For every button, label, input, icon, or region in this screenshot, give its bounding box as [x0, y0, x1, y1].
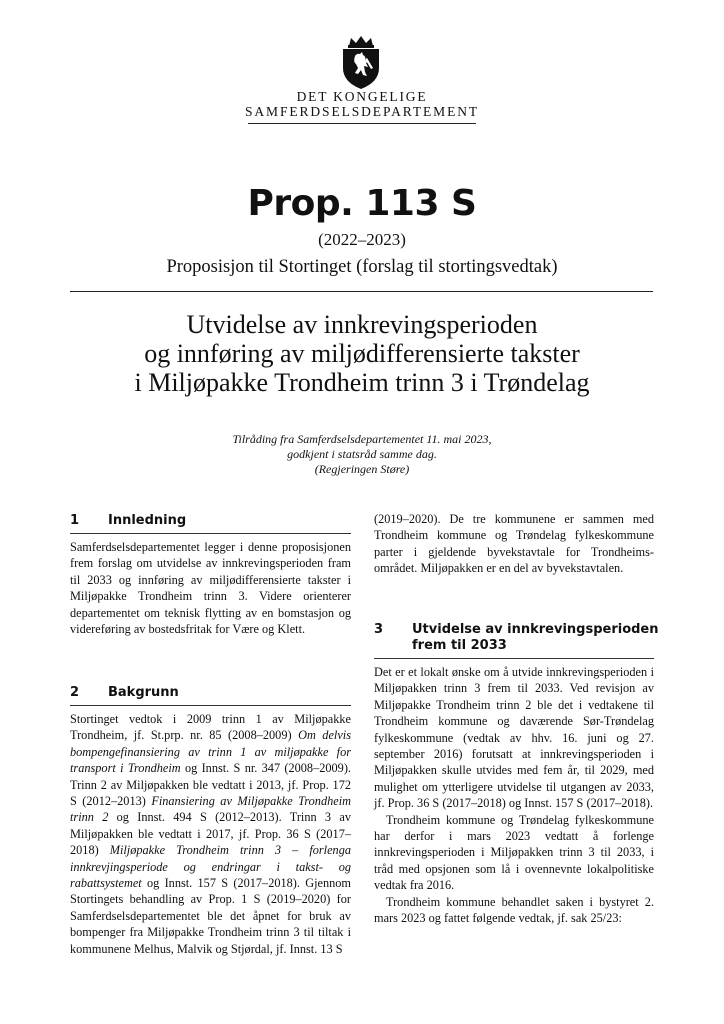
section-3-paragraph-1: Det er et lokalt ønske om å utvide innkrevingsperioden i Miljøpakken trinn 3 frem til 2033. Ved revisjon av Miljøpakke Trondheim trinn 2 ble det i vedtakene til Trondheim kommune og daværende Sør-Trøndelag fylkeskommune (vedtak av hhv. 16. juni og 27. september 2016) forutsatt at innkrevingsperioden i Miljøpakken skulle utvides med fem år, til 2029, med mulighet om ytterligere utvidelse til utgangen av 2033, jf. Prop. 36 S (2017–2018) og Innst. 157 S (2017–2018). — [374, 665, 654, 811]
section-3-paragraph-2: Trondheim kommune og Trøndelag fylkeskommune har derfor i mars 2023 vedtatt å forlenge innkrevingsperioden i Miljøpakken trinn 3 til 2033, i tråd med opsjonen som lå i ovennevnte lokalpolitiske vedtak fra 2016. — [374, 812, 654, 893]
department-name-line2: SAMFERDSELSDEPARTEMENT — [244, 104, 480, 119]
section-1-body — [70, 539, 351, 637]
section-1-title: Innledning — [108, 513, 187, 528]
title-divider — [70, 291, 653, 292]
section-2-title: Bakgrunn — [108, 685, 179, 700]
section-2-divider — [70, 705, 351, 706]
approval-note — [0, 432, 724, 477]
section-2-text-d: og Innst. 157 S (2017–2018). Gjennom Stortingets behandling av Prop. 1 S (2019–2020) for Samferdselsdepartementet ble det åpnet for bruk av bompenger fra Miljøpakke Trondheim trinn 3 til tiltak i kommunene Melhus, Malvik og Stjørdal, jf. Innst. 13 S — [70, 876, 351, 956]
document-title-line1: Utvidelse av innkrevingsperioden — [186, 310, 538, 339]
section-3-number: 3 — [374, 622, 384, 637]
section-2-text-c: og Innst. 494 S (2012–2013). Trinn 3 av Miljøpakken ble vedtatt i 2017, jf. Prop. 36 S (2017–2018) — [70, 810, 351, 858]
section-2-number: 2 — [70, 685, 80, 700]
section-2-italic-a: Om delvis bompengefinansiering av trinn 1 av miljøpakke for transport i Trondheim — [70, 728, 351, 776]
header-divider — [248, 123, 476, 124]
approval-line3: (Regjeringen Støre) — [314, 462, 410, 476]
section-3-body — [374, 664, 654, 927]
section-2-body-continued — [374, 511, 654, 577]
section-3-paragraph-3: Trondheim kommune behandlet saken i bystyret 2. mars 2023 og fattet følgende vedtak, jf. sak 25/23: — [374, 894, 654, 926]
coat-of-arms-icon — [337, 34, 385, 90]
section-1-number: 1 — [70, 513, 80, 528]
section-2-body — [70, 711, 351, 957]
document-title-line3: i Miljøpakke Trondheim trinn 3 i Trøndelag — [134, 368, 590, 397]
section-2-text-d-continued: (2019–2020). De tre kommunene er sammen med Trondheim kommune og Trøndelag fylkeskommune parter i gjeldende byvekstavtale for Trondheims-området. Miljøpakken er en del av byvekstavtalen. — [374, 512, 654, 576]
section-3-divider — [374, 658, 654, 659]
section-1-paragraph: Samferdselsdepartementet legger i denne proposisjonen frem forslag om utvidelse av innkrevingsperioden fram til 2033 og innføring av miljødifferensierte takster i Miljøpakke Trondheim trinn 3. Videre orienterer departementet om teknisk flytting av en bomstasjon og videreføring av bostedsfritak for Være og Klett. — [70, 540, 351, 637]
proposition-title: Prop. 113 S — [247, 183, 477, 224]
document-title-line2: og innføring av miljødifferensierte takster — [144, 339, 580, 368]
proposition-session: (2022–2023) — [318, 230, 406, 249]
approval-line1: Tilråding fra Samferdselsdepartementet 11. mai 2023, — [232, 432, 492, 446]
section-2-paragraph — [70, 711, 351, 957]
proposition-subtitle: Proposisjon til Stortinget (forslag til stortingsvedtak) — [166, 257, 558, 277]
section-2-paragraph-continued — [374, 511, 654, 577]
department-name-line1: DET KONGELIGE — [296, 89, 428, 104]
section-2-italic-b: Finansiering av Miljøpakke Trondheim trinn 2 — [70, 794, 352, 825]
section-3-title-line2: frem til 2033 — [412, 638, 507, 653]
document-title — [0, 310, 724, 397]
section-2-italic-c: Miljøpakke Trondheim trinn 3 – forlenga innkrevjingsperiode og endringar i takst- og rabattsystemet — [70, 843, 351, 891]
section-2-text-a: Stortinget vedtok i 2009 trinn 1 av Miljøpakke Trondheim, jf. St.prp. nr. 85 (2008–2009) — [70, 712, 351, 743]
section-2-text-b: og Innst. S nr. 347 (2008–2009). Trinn 2 av Miljøpakken ble vedtatt i 2013, jf. Prop. 172 S (2012–2013) — [70, 761, 351, 809]
section-1-divider — [70, 533, 351, 534]
approval-line2: godkjent i statsråd samme dag. — [287, 447, 437, 461]
section-3-title-line1: Utvidelse av innkrevingsperioden — [412, 622, 659, 637]
